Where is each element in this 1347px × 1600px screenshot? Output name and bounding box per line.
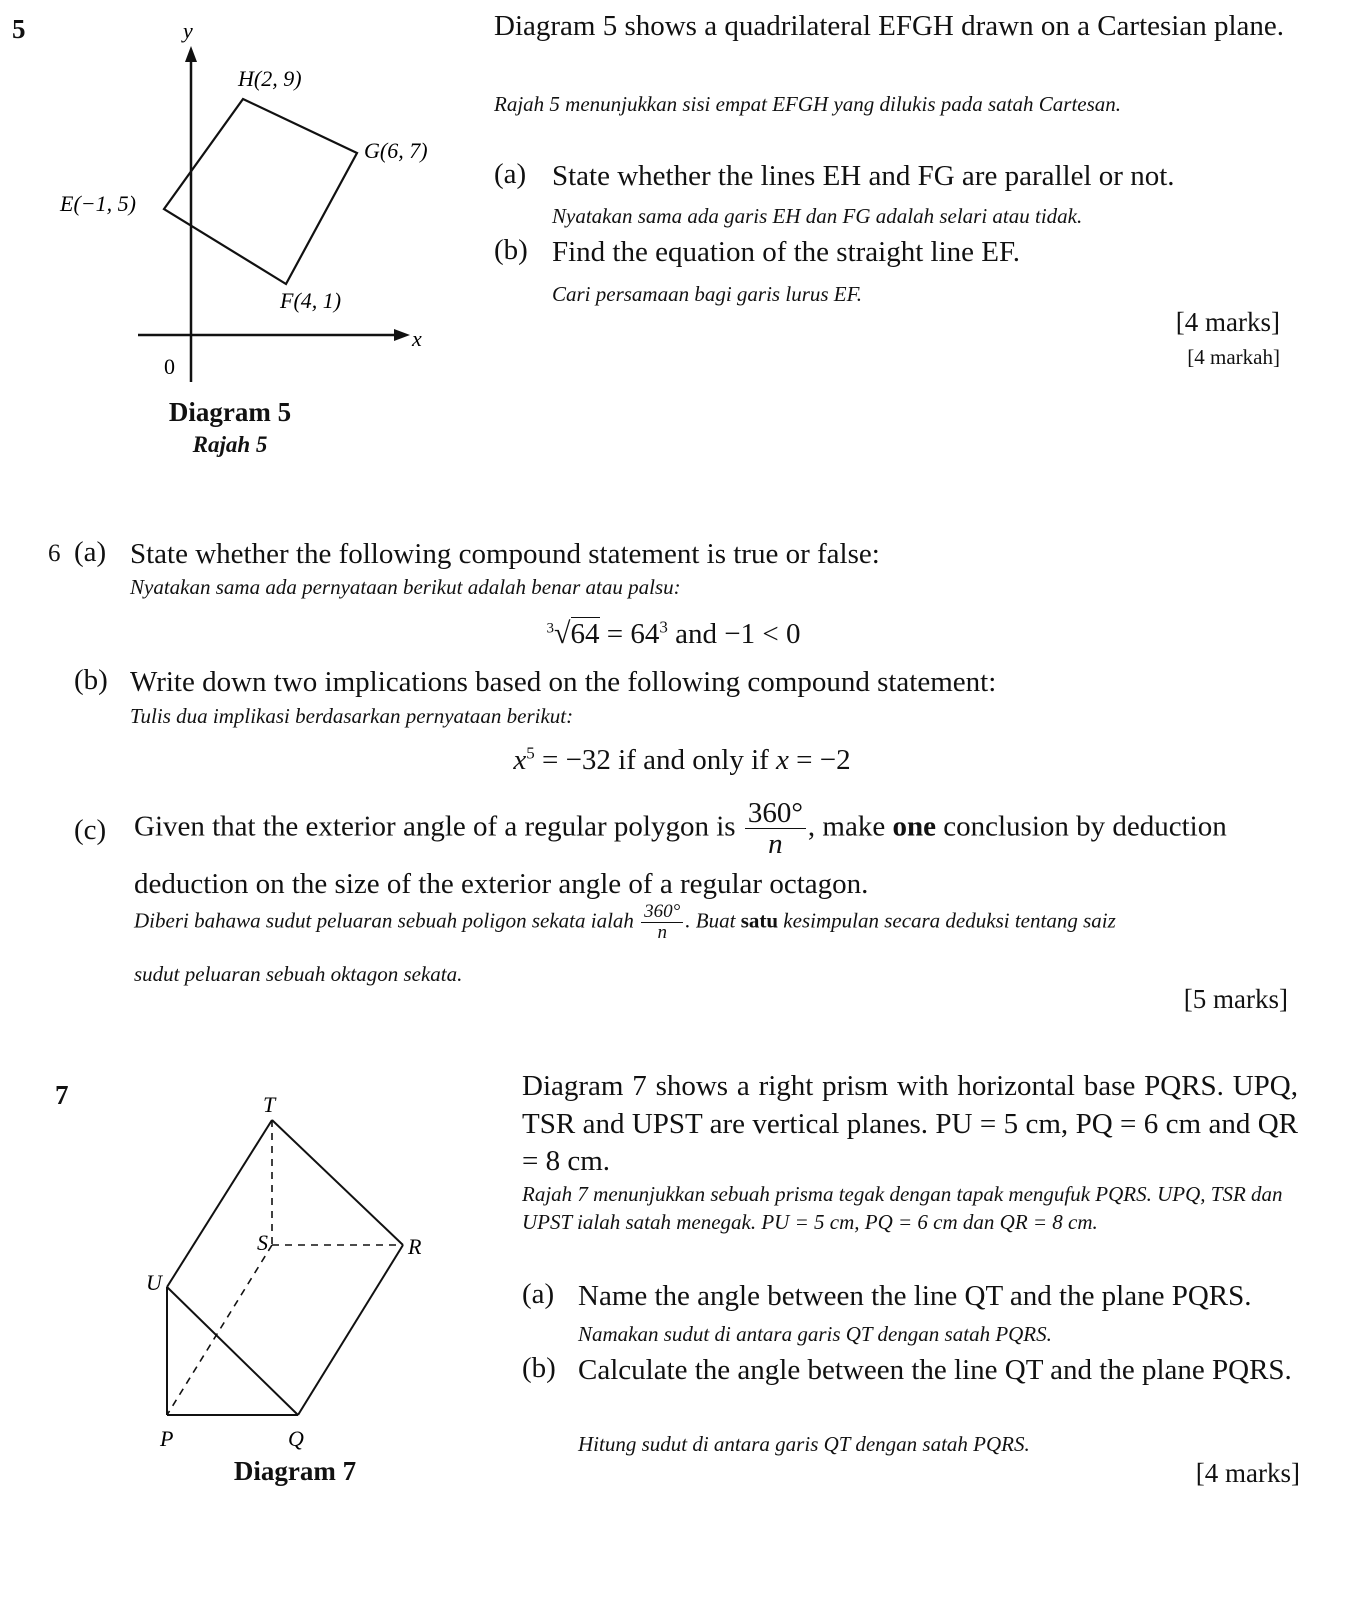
quadrilateral-efgh — [164, 99, 357, 284]
q6-b-label: (b) — [74, 664, 108, 696]
diagram-5 — [40, 10, 460, 400]
q5-intro-my: Rajah 5 menunjukkan sisi empat EFGH yang dilukis pada satah Cartesan. — [494, 92, 1122, 116]
q5-b-text-my: Cari persamaan bagi garis lurus EF. — [552, 282, 862, 306]
point-h-label: H(2, 9) — [238, 66, 302, 91]
q6-c-my-bold-satu: satu — [740, 908, 779, 933]
vertex-s-label: S — [257, 1230, 268, 1255]
vertex-r-label: R — [408, 1234, 422, 1259]
q6-c-label: (c) — [74, 814, 107, 846]
vertex-t-label: T — [263, 1092, 276, 1117]
vertex-q-label: Q — [288, 1426, 304, 1451]
fraction-my-numerator: 360° — [641, 902, 683, 923]
question-5-number: 5 — [12, 14, 26, 44]
diagram-7 — [140, 1090, 440, 1460]
q5-marks: [4 marks] — [1175, 307, 1280, 337]
expr-equals-minus2: = −2 — [796, 744, 851, 776]
origin-label: 0 — [164, 354, 175, 379]
prism-hidden-edges — [167, 1120, 403, 1415]
expr-equals-64: = 64 — [606, 618, 660, 650]
q6-a-text-my: Nyatakan sama ada pernyataan berikut adalah benar atau palsu: — [130, 575, 681, 599]
cube-root-index: 3 — [546, 620, 555, 637]
q6-a-text: State whether the following compound statement is true or false: — [130, 538, 880, 570]
vertex-p-label: P — [160, 1426, 174, 1451]
radical-sign-icon: √ — [554, 617, 571, 650]
diagram-5-caption-my: Rajah 5 — [192, 432, 268, 457]
q7-a-text-my: Namakan sudut di antara garis QT dengan satah PQRS. — [578, 1322, 1052, 1346]
y-axis-arrow — [185, 46, 197, 62]
q5-a-text: State whether the lines EH and FG are parallel or not. — [552, 160, 1175, 192]
q5-a-text-my: Nyatakan sama ada garis EH dan FG adalah selari atau tidak. — [552, 204, 1083, 228]
diagram-7-caption: Diagram 7 — [233, 1456, 357, 1486]
expr-x2: x — [776, 744, 789, 776]
q6-marks: [5 marks] — [1183, 984, 1288, 1014]
q6-c-text — [134, 798, 1304, 860]
q6-c-text-line2: deduction on the size of the exterior angle of a regular octagon. — [134, 868, 869, 900]
fraction-my — [641, 902, 683, 943]
point-f-label: F(4, 1) — [280, 288, 342, 313]
q7-a-text: Name the angle between the line QT and the plane PQRS. — [578, 1280, 1252, 1312]
expr-exponent: 3 — [659, 617, 668, 637]
diagram-5-caption: Diagram 5 — [168, 397, 292, 427]
q6-b-text: Write down two implications based on the following compound statement: — [130, 666, 997, 698]
q5-marks-my: [4 markah] — [1187, 345, 1280, 369]
fraction-360-over-n — [745, 798, 806, 860]
q7-b-text-my: Hitung sudut di antara garis QT dengan satah PQRS. — [578, 1432, 1030, 1456]
q6-b-text-my: Tulis dua implikasi berdasarkan pernyataan berikut: — [130, 704, 574, 728]
q6-c-text-1: Given that the exterior angle of a regular polygon is — [134, 810, 736, 843]
expr-iff: = −32 if and only if — [541, 744, 769, 776]
point-e-label: E(−1, 5) — [60, 191, 136, 216]
q6-b-expression — [0, 742, 1347, 780]
q7-b-text: Calculate the angle between the line QT and the plane PQRS. — [578, 1354, 1292, 1386]
q6-c-text-3: conclusion by deduction — [943, 810, 1227, 843]
q6-c-my-1: Diberi bahawa sudut peluaran sebuah poligon sekata ialah — [134, 908, 634, 933]
q6-c-my-3: kesimpulan secara deduksi tentang saiz — [783, 908, 1116, 933]
q5-b-label: (b) — [494, 234, 528, 266]
q6-a-label: (a) — [74, 536, 107, 568]
q7-marks: [4 marks] — [1195, 1458, 1300, 1488]
expr-x: x — [513, 744, 527, 776]
expr-tail: and −1 < 0 — [675, 618, 801, 650]
axis-y-label: y — [183, 18, 193, 43]
question-7-number: 7 — [55, 1080, 69, 1110]
vertex-u-label: U — [146, 1270, 162, 1295]
q6-c-text-2: , make — [807, 810, 886, 843]
q6-c-text-my — [134, 902, 1304, 943]
fraction-my-denominator: n — [657, 921, 667, 943]
radicand: 64 — [570, 618, 600, 650]
q6-a-expression — [0, 614, 1347, 654]
expr-x-exponent: 5 — [526, 743, 535, 763]
fraction-numerator: 360° — [745, 798, 806, 829]
q6-c-bold-one: one — [892, 810, 936, 843]
q5-intro: Diagram 5 shows a quadrilateral EFGH drawn on a Cartesian plane. — [494, 10, 1285, 42]
q7-b-label: (b) — [522, 1352, 556, 1384]
diagram-5-axes — [138, 46, 410, 382]
q7-a-label: (a) — [522, 1278, 555, 1310]
fraction-denominator: n — [768, 828, 783, 861]
q6-c-my-2: . Buat — [685, 908, 736, 933]
prism-solid-edges — [167, 1120, 403, 1415]
q7-intro: Diagram 7 shows a right prism with horizontal base PQRS. UPQ, TSR and UPST are vertical planes. PU = 5 cm, PQ = 6 cm and QR = 8 cm. — [522, 1070, 1298, 1178]
q6-c-text-my-line2: sudut peluaran sebuah oktagon sekata. — [134, 962, 463, 986]
axis-x-label: x — [412, 326, 422, 351]
x-axis-arrow — [394, 329, 410, 341]
q7-intro-my: Rajah 7 menunjukkan sebuah prisma tegak dengan tapak mengufuk PQRS. UPQ, TSR dan UPST ialah satah menegak. PU = 5 cm, PQ = 6 cm dan QR = 8 cm. — [522, 1182, 1283, 1235]
q5-a-label: (a) — [494, 158, 527, 190]
question-6-number: 6 — [48, 540, 61, 567]
q5-b-text: Find the equation of the straight line EF. — [552, 236, 1021, 268]
point-g-label: G(6, 7) — [364, 138, 428, 163]
